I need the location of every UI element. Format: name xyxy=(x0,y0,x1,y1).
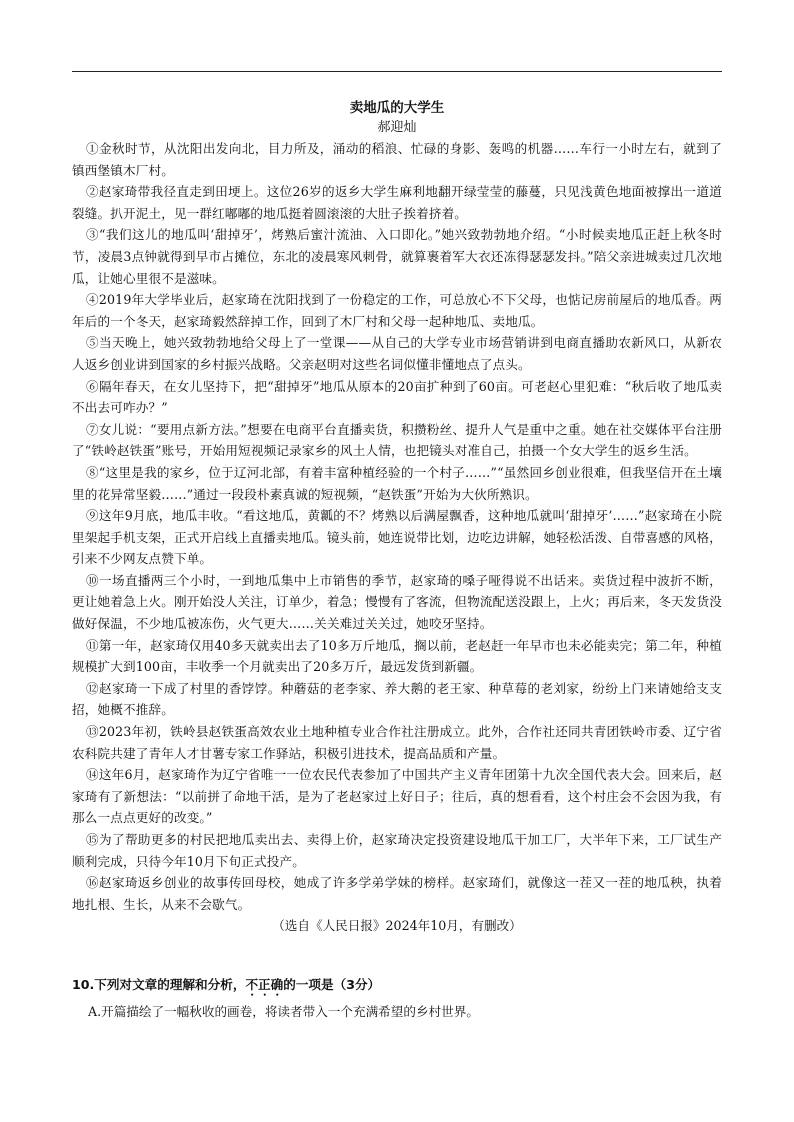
paragraph-14: ⑭这年6月，赵家琦作为辽宁省唯一一位农民代表参加了中国共产主义青年团第十九次全国代表大会。回来后，赵家琦有了新想法：“以前拼了命地干活，是为了老赵家过上好日子；往后，真的想看看，这个村庄会不会因为我，有那么一点点更好的改变。” xyxy=(72,767,722,826)
paragraph-4: ④2019年大学毕业后，赵家琦在沈阳找到了一份稳定的工作，可总放心不下父母，也惦记房前屋后的地瓜香。两年后的一个冬天，赵家琦毅然辞掉工作，回到了木厂村和父母一起种地瓜、卖地瓜。 xyxy=(72,292,722,329)
paragraph-12: ⑫赵家琦一下成了村里的香饽饽。种蘑菇的老李家、养大鹅的老王家、种草莓的老刘家，纷纷上门来请她给支支招，她概不推辞。 xyxy=(72,680,722,718)
article-source: （选自《人民日报》2024年10月，有删改） xyxy=(272,918,522,934)
question-stem-prefix: 10.下列对文章的理解和分析， xyxy=(72,977,246,992)
paragraph-10: ⑩一场直播两三个小时，一到地瓜集中上市销售的季节，赵家琦的嗓子哑得说不出话来。卖货过程中波折不断，更让她着急上火。刚开始没人关注，订单少，着急；慢慢有了客流，但物流配送没跟上，上火；再后来，冬天发货没做好保温，不少地瓜被冻伤，火气更大……关关难过关关过，她咬牙坚持。 xyxy=(72,572,722,632)
paragraph-16: ⑯赵家琦返乡创业的故事传回母校，她成了许多学弟学妹的榜样。赵家琦们，就像这一茬又一茬的地瓜秧，执着地扎根、生长，从来不会歇气。 xyxy=(72,875,722,912)
question-10 xyxy=(72,974,722,1023)
article-title: 卖地瓜的大学生 xyxy=(349,100,445,116)
paragraph-6: ⑥隔年春天，在女儿坚持下，把“甜掉牙”地瓜从原本的20亩扩种到了60亩。可老赵心里犯难：“秋后收了地瓜卖不出去可咋办？” xyxy=(72,378,722,416)
article-author: 郝迎灿 xyxy=(377,120,417,135)
question-stem-suffix: 的一项是（3分） xyxy=(283,977,381,992)
paragraph-1: ①金秋时节，从沈阳出发向北，目力所及，涌动的稻浪、忙碌的身影、轰鸣的机器……车行一小时左右，就到了镇西堡镇木厂村。 xyxy=(72,141,722,178)
article xyxy=(72,98,722,937)
question-stem xyxy=(72,974,722,999)
paragraph-3: ③“我们这儿的地瓜叫‘甜掉牙’，烤熟后蜜汁流油、入口即化。”她兴致勃勃地介绍。“小时候卖地瓜正赶上秋冬时节，凌晨3点钟就得到早市占摊位，东北的凌晨寒风刺骨，就算裹着军大衣还冻得瑟瑟发抖。”陪父亲进城卖过几次地瓜，让她心里很不是滋味。 xyxy=(72,227,722,286)
paragraph-8: ⑧“这里是我的家乡，位于辽河北部，有着丰富种植经验的一个村子……”“虽然回乡创业很难，但我坚信开在土壤里的花异常坚毅……”通过一段段朴素真诚的短视频，“赵铁蛋”开始为大伙所熟识。 xyxy=(72,464,722,502)
paragraph-11: ⑪第一年，赵家琦仅用40多天就卖出去了10多万斤地瓜，搁以前，老赵赶一年早市也未必能卖完；第二年，种植规模扩大到100亩，丰收季一个月就卖出了20多万斤，最远发货到新疆。 xyxy=(72,637,722,675)
header-rule xyxy=(72,71,722,72)
paragraph-13: ⑬2023年初，铁岭县赵铁蛋高效农业土地种植专业合作社注册成立。此外，合作社还同共青团铁岭市委、辽宁省农科院共建了青年人才甘薯专家工作驿站，积极引进技术，提高品质和产量。 xyxy=(72,724,722,761)
paragraph-7: ⑦女儿说：“要用点新方法。”想要在电商平台直播卖货，积攒粉丝、提升人气是重中之重。她在社交媒体平台注册了“铁岭赵铁蛋”账号，开始用短视频记录家乡的风土人情，也把镜头对准自己，拍摄一个女大学生的返乡生活。 xyxy=(72,421,722,459)
paragraph-5: ⑤当天晚上，她兴致勃勃地给父母上了一堂课——从自己的大学专业市场营销讲到电商直播助农新风口，从新农人返乡创业讲到国家的乡村振兴战略。父亲赵明对这些名词似懂非懂地点了点头。 xyxy=(72,335,722,372)
paragraph-9: ⑨这年9月底，地瓜丰收。“看这地瓜，黄瓤的不？烤熟以后满屋飘香，这种地瓜就叫‘甜掉牙’……”赵家琦在小院里架起手机支架，正式开启线上直播卖地瓜。镜头前，她连说带比划，边吃边讲解，她轻松活泼、自带喜感的风格，引来不少网友点赞下单。 xyxy=(72,508,722,567)
paragraph-15: ⑮为了帮助更多的村民把地瓜卖出去、卖得上价，赵家琦决定投资建设地瓜干加工厂，大半年下来，工厂试生产顺利完成，只待今年10月下旬正式投产。 xyxy=(72,832,722,869)
paragraph-2: ②赵家琦带我径直走到田埂上。这位26岁的返乡大学生麻利地翻开绿莹莹的藤蔓，只见浅黄色地面被撑出一道道裂缝。扒开泥土，见一群红嘟嘟的地瓜挺着圆滚滚的大肚子挨着挤着。 xyxy=(72,184,722,221)
question-stem-emphasis: 不正确 xyxy=(245,977,284,992)
option-a: A.开篇描绘了一幅秋收的画卷，将读者带入一个充满希望的乡村世界。 xyxy=(88,1004,479,1019)
